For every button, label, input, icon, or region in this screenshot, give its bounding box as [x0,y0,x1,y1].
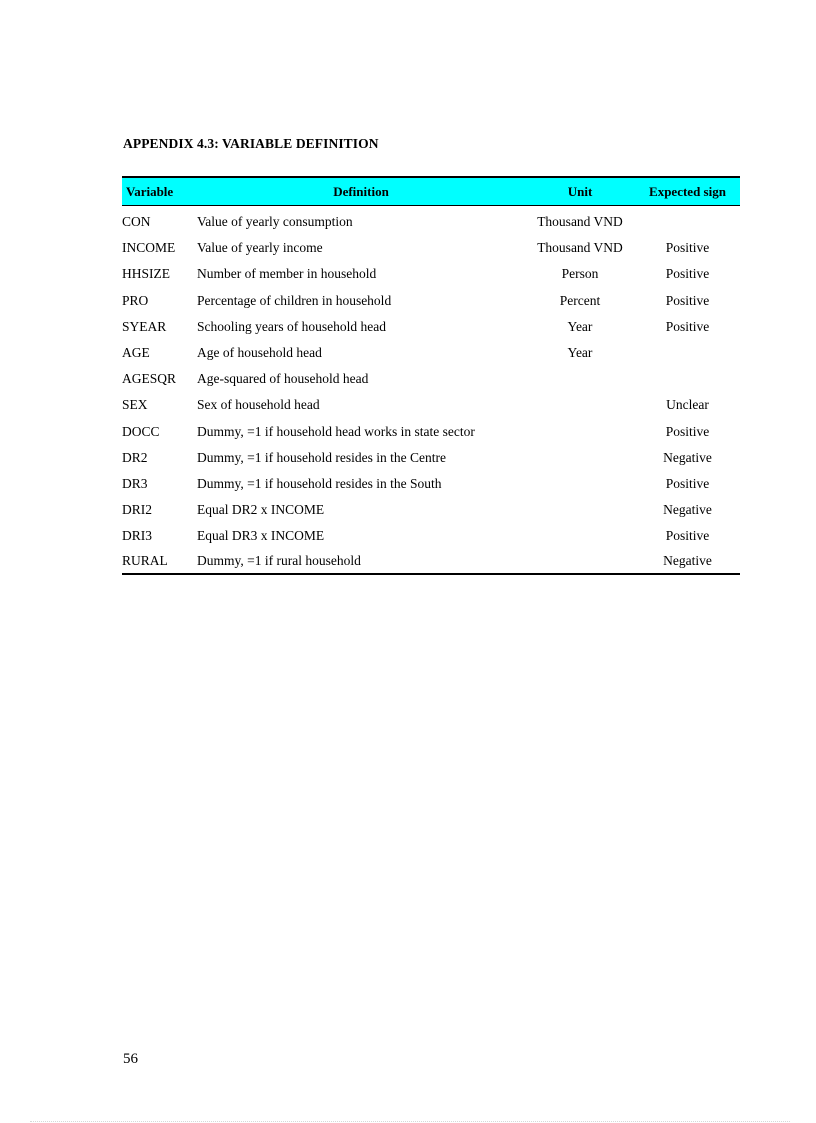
table-header-row [122,177,740,206]
column-header-definition: Definition [197,177,525,206]
cell-variable: SYEAR [122,318,167,334]
cell-definition: Sex of household head [197,397,320,413]
cell-definition: Equal DR3 x INCOME [197,528,325,544]
cell-definition: Percentage of children in household [197,292,392,308]
cell-unit: Person [561,266,599,282]
cell-variable: DOCC [122,423,160,439]
cell-variable: DR2 [122,449,148,465]
cell-definition: Number of member in household [197,266,377,282]
table-row [122,314,740,340]
cell-unit [525,497,635,523]
cell-expected-sign: Negative [635,549,740,574]
cell-expected-sign: Positive [665,240,710,256]
table-row [122,419,740,445]
table-row [122,549,740,574]
cell-unit [525,445,635,471]
cell-definition: Age-squared of household head [197,371,369,387]
table-row [122,523,740,549]
cell-definition: Value of yearly income [197,240,323,256]
cell-expected-sign: Unclear [666,397,709,413]
cell-expected-sign: Negative [663,502,712,518]
cell-variable: DR3 [122,475,148,491]
cell-expected-sign [635,206,740,236]
cell-expected-sign: Positive [665,266,710,282]
cell-unit: Year [567,345,593,361]
cell-variable: SEX [122,397,148,413]
cell-expected-sign [635,366,740,392]
cell-definition: Age of household head [197,345,322,361]
cell-expected-sign: Positive [665,475,710,491]
cell-definition: Schooling years of household head [197,318,386,334]
cell-expected-sign: Positive [665,423,710,439]
cell-expected-sign: Positive [665,318,710,334]
cell-variable: INCOME [122,240,176,256]
cell-definition: Dummy, =1 if household head works in state sector [197,423,475,439]
cell-definition: Dummy, =1 if household resides in the Centre [197,449,446,465]
cell-expected-sign: Positive [665,292,710,308]
cell-definition: Dummy, =1 if household resides in the South [197,475,442,491]
cell-unit [525,549,635,574]
cell-variable: HHSIZE [122,266,170,282]
column-header-unit: Unit [525,177,635,206]
table-row [122,206,740,236]
cell-unit: Percent [559,292,601,308]
cell-unit: Thousand VND [537,240,623,256]
table-row [122,366,740,392]
table-row [122,471,740,497]
table-row [122,392,740,418]
cell-variable: PRO [122,292,149,308]
table-row [122,497,740,523]
page-bottom-divider [30,1121,790,1122]
page-title: APPENDIX 4.3: VARIABLE DEFINITION [123,136,379,151]
cell-unit: Thousand VND [537,214,623,230]
cell-unit [525,419,635,445]
variable-definition-table [122,176,740,575]
cell-definition: Value of yearly consumption [197,214,353,230]
table-row [122,340,740,366]
table-row [122,445,740,471]
cell-unit [525,366,635,392]
cell-unit: Year [567,318,593,334]
cell-definition: Dummy, =1 if rural household [197,549,525,574]
cell-variable: RURAL [122,549,197,574]
cell-unit [525,392,635,418]
table-row [122,261,740,287]
cell-variable: AGESQR [122,371,177,387]
cell-expected-sign: Positive [665,528,710,544]
table-row [122,288,740,314]
cell-definition: Equal DR2 x INCOME [197,502,325,518]
column-header-variable: Variable [122,177,197,206]
column-header-expected-sign: Expected sign [635,177,740,206]
cell-unit [525,471,635,497]
cell-expected-sign: Negative [663,449,712,465]
cell-variable: AGE [122,345,150,361]
page-number: 56 [123,1051,138,1067]
cell-variable: DRI3 [122,528,152,544]
cell-variable: DRI2 [122,502,152,518]
cell-expected-sign [635,340,740,366]
cell-unit [525,523,635,549]
cell-variable: CON [122,214,151,230]
table-row [122,235,740,261]
